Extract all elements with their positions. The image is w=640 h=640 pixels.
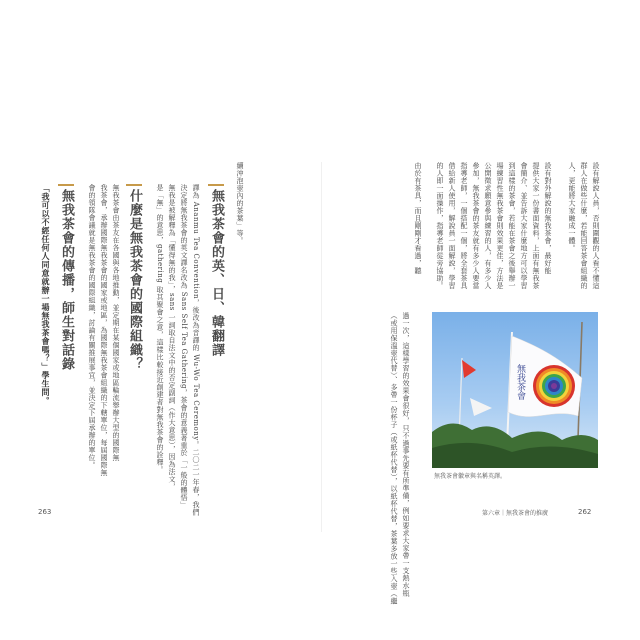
text-column: 設有解說人員，否則圍觀的人看不懂這 <box>592 162 600 290</box>
page-number: 262 <box>578 508 592 516</box>
flag-illustration <box>432 312 598 468</box>
text-column: 會簡介、並告訴大家什麼地方可以學習 <box>520 162 528 290</box>
gutter <box>321 162 322 532</box>
text-column: 公開徵求願意參與練習的人，有多少人 <box>484 162 492 290</box>
small-flag <box>470 398 492 416</box>
text-column: 無我茶會由茶友在各國與各地推動，並定期在某個國家或地區輪流舉辦大型的國際無 <box>112 184 120 462</box>
left-page <box>38 162 308 532</box>
text-column: 人，更能將大家融成一體。 <box>568 162 576 252</box>
text-column: （或用保溫壺代替）、多帶一份杯子（或紙杯代替），以紙杯代替，茶葉多放一些入壺（繼 <box>390 312 398 605</box>
photo-caption: 無我茶會徽章與名稱英譯。 <box>434 473 507 480</box>
text-column: 過一次，這樣學習的效果會很好，只不過事先要有所準備，例如要求大家帶一支熱水瓶 <box>402 312 410 597</box>
text-column: 群人在做些什麼，若能回答茶會組織的 <box>580 162 588 290</box>
running-head: 第六章｜無我茶會的推廣 <box>482 510 549 517</box>
text-column: 譯為 Ananmu Tea Convention，後改為音譯的 Wu-Wo Tea Ceremony。二〇二一年春，我們 <box>192 184 200 516</box>
text-column: 設有對外解說的無我茶會，最好能 <box>544 162 552 275</box>
text-column: 決定將無我茶會的英文譯名改為 Sans Self Tea Gathering，茶會的意義著重於「一般的體悟」 <box>180 184 188 509</box>
heading-international-org: 什麼是無我茶會的國際組織？ <box>126 184 142 371</box>
page-number: 263 <box>38 508 52 516</box>
text-column: 由於有茶具，而且剛剛才看過，聽 <box>414 162 422 275</box>
flag-photo <box>432 312 598 468</box>
heading-dissemination: 無我茶會的傳播，師生對話錄 <box>58 184 74 371</box>
text-column: 的人即一面操作，指導老師從旁協助。 <box>436 162 444 290</box>
text-column: 續沖泡壺內的茶葉」等。 <box>236 162 244 245</box>
text-column: 無我是被解釋為「懂得無的我」，sans 一詞取自法文中的否定副詞（作大意思），因為法文， <box>168 184 176 491</box>
rainbow-emblem <box>533 365 575 407</box>
text-column: 是「無」的意思，gathering 取其聚會之意，這樣比較接近創建者對無我茶會的詮釋。 <box>156 184 164 474</box>
text-column: 場練習性無我茶會則效果更佳，方法是 <box>496 162 504 290</box>
text-column: 提供大家一份書面資料，上面有無我茶 <box>532 162 540 290</box>
heading-translations: 無我茶會的英、日、韓翻譯 <box>208 184 224 357</box>
text-column: 借給新人使用，解說員一面解說，學習 <box>448 162 456 290</box>
student-question: 「我可以不經任何人同意就辦一場無我茶會嗎？」學生問。 <box>41 184 51 405</box>
right-page <box>334 162 604 605</box>
flag-lettering: 無我茶會 <box>515 364 525 400</box>
text-column: 指導老師，一個搭配一個，將全套茶具 <box>460 162 468 290</box>
book-spread <box>38 162 604 605</box>
text-column: 會的領隊會議就是無我茶會的國際組織，討論有關推展事宜，並決定下屆承辦的單位。 <box>88 184 96 469</box>
text-column: 我茶會，承辦國際無我茶會的國家或地區，為國際無我茶會組織的下轄單位，每屆國際無 <box>100 184 108 477</box>
text-column: 到這樣的茶會，若能在茶會之後舉辦一 <box>508 162 516 290</box>
small-flag <box>462 360 476 378</box>
text-column: 參加，無我茶會的茶友就有多少人要當 <box>472 162 480 290</box>
